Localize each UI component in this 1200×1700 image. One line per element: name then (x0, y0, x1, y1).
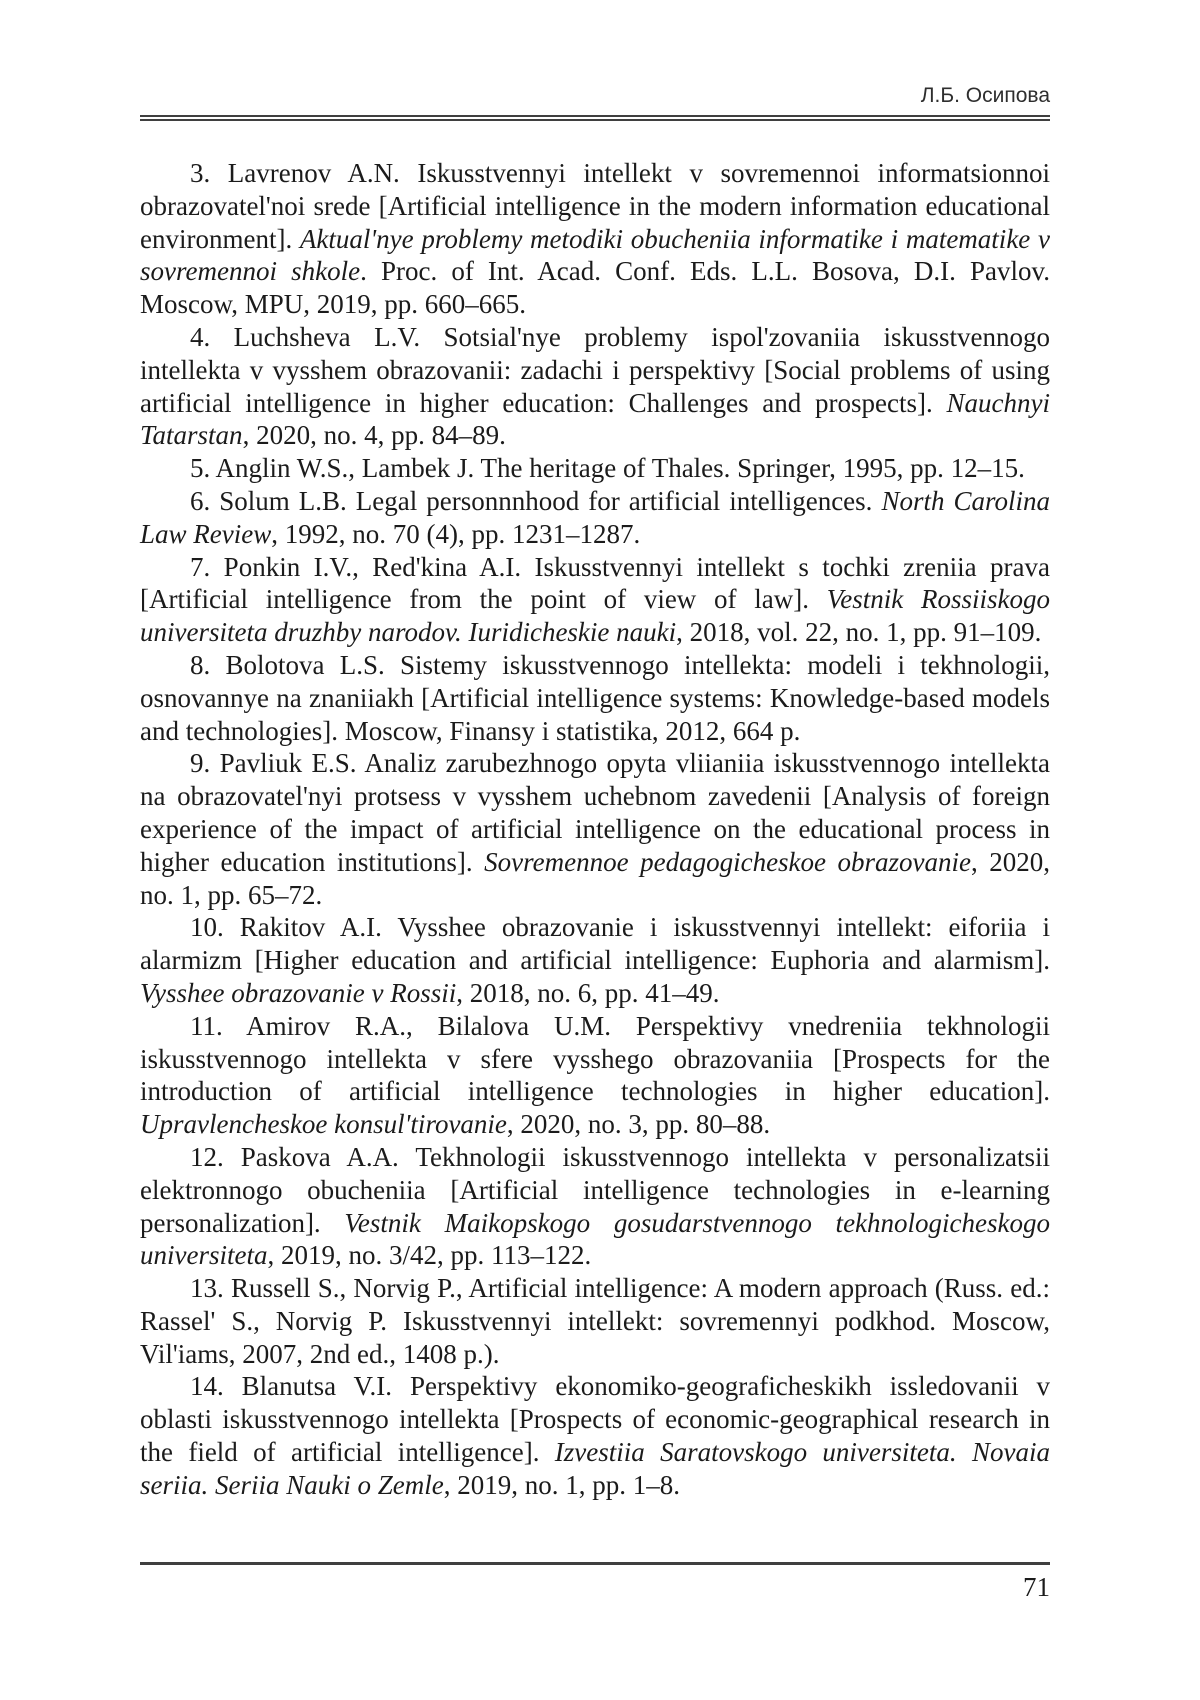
reference-text: , 2018, no. 6, pp. 41–49. (456, 977, 720, 1008)
reference-item (140, 1272, 1050, 1370)
reference-text: , 2020, no. 3, pp. 80–88. (506, 1109, 771, 1140)
reference-text: , 2018, vol. 22, no. 1, pp. 91–109. (676, 617, 1042, 648)
header-rule (140, 115, 1050, 121)
page-number: 71 (1023, 1572, 1050, 1602)
reference-text: 14. Blanutsa V.I. Perspektivy ekonomiko-geograficheskikh issledovanii v oblasti iskusstvennogo intellekta [Prospects of economic-geographical research in the field of artificial intelligence]. (140, 1371, 1050, 1468)
reference-text: , 2019, no. 1, pp. 1–8. (443, 1469, 680, 1500)
reference-item (140, 649, 1050, 747)
reference-item (140, 321, 1050, 452)
reference-text: , 2020, no. 1, pp. 65–72. (140, 846, 1051, 910)
reference-text: 10. Rakitov A.I. Vysshee obrazovanie i iskusstvennyi intellekt: eiforiia i alarmizm [Higher education and artificial intelligence: Euphoria and alarmism]. (140, 912, 1050, 976)
reference-source-title: Vestnik Maikopskogo gosudarstvennogo tekhnologicheskogo universiteta (140, 1207, 1050, 1271)
reference-text: 4. Luchsheva L.V. Sotsial'nye problemy ispol'zovaniia iskusstvennogo intellekta v vysshem obrazovanii: zadachi i perspektivy [Social problems of using artificial intelligence in higher education: Challenges and prospects]. (140, 321, 1050, 418)
reference-source-title: Upravlencheskoe konsul'tirovanie (140, 1109, 507, 1140)
reference-item (140, 747, 1050, 911)
reference-text: , 2020, no. 4, pp. 84–89. (242, 420, 506, 451)
reference-source-title: Vestnik Rossiiskogo universiteta druzhby narodov. Iuridicheskie nauki (140, 584, 1050, 648)
reference-item (140, 1141, 1050, 1272)
reference-source-title: Izvestiia Saratovskogo universiteta. Novaia seriia. Seriia Nauki o Zemle (140, 1437, 1050, 1500)
reference-text: 6. Solum L.B. Legal personnnhood for artificial intelligences. (190, 485, 882, 516)
reference-source-title: Vysshee obrazovanie v Rossii (140, 977, 457, 1008)
reference-item (140, 452, 1050, 485)
footer-rule (140, 1562, 1050, 1565)
reference-text: 3. Lavrenov A.N. Iskusstvennyi intellekt v sovremennoi informatsionnoi obrazovatel'noi srede [Artificial intelligence in the modern information educational environment]. (140, 158, 1050, 254)
reference-source-title: Aktual'nye problemy metodiki obucheniia informatike i matematike v sovremennoi shkole (140, 223, 1050, 287)
reference-source-title: Nauchnyi Tatarstan (140, 387, 1050, 451)
page-content (140, 0, 1050, 1502)
reference-text: 8. Bolotova L.S. Sistemy iskusstvennogo intellekta: modeli i tekhnologii, osnovannye na znaniiakh [Artificial intelligence systems: Knowledge-based models and technologies]. Moscow, Finansy i statistika, 2012, 664 p. (140, 649, 1050, 746)
reference-text: 7. Ponkin I.V., Red'kina A.I. Iskusstvennyi intellekt s tochki zreniia prava [Artificial intelligence from the point of view of law]. (140, 551, 1050, 615)
header-author: Л.Б. Осипова (920, 84, 1050, 107)
reference-text: , 1992, no. 70 (4), pp. 1231–1287. (271, 518, 641, 549)
reference-item (140, 1370, 1050, 1501)
reference-item (140, 157, 1050, 321)
reference-item (140, 485, 1050, 551)
reference-text: 12. Paskova A.A. Tekhnologii iskusstvennogo intellekta v personalizatsii elektronnogo obucheniia [Artificial intelligence technologies in e-learning personalization]. (140, 1141, 1050, 1238)
reference-text: 5. Anglin W.S., Lambek J. The heritage of Thales. Springer, 1995, pp. 12–15. (190, 453, 1025, 484)
reference-text: , 2019, no. 3/42, pp. 113–122. (267, 1240, 592, 1271)
reference-item (140, 911, 1050, 1009)
reference-source-title: North Carolina Law Review (140, 485, 1050, 549)
reference-item (140, 551, 1050, 649)
reference-source-title: Sovremennoe pedagogicheskoe obrazovanie (484, 846, 972, 877)
reference-text: 9. Pavliuk E.S. Analiz zarubezhnogo opyta vliianiia iskusstvennogo intellekta na obrazovatel'nyi protsess v vysshem uchebnom zavedenii [Analysis of foreign experience of the impact of artificial intelligence on the educational process in higher education institutions]. (140, 748, 1050, 877)
reference-item (140, 1010, 1050, 1141)
page-header (140, 0, 1050, 108)
reference-text: . Proc. of Int. Acad. Conf. Eds. L.L. Bosova, D.I. Pavlov. Moscow, MPU, 2019, pp. 660–665. (140, 256, 1050, 320)
reference-text: 13. Russell S., Norvig P., Artificial intelligence: A modern approach (Russ. ed.: Rassel' S., Norvig P. Iskusstvennyi intellekt: sovremennyi podkhod. Moscow, Vil'iams, 2007, 2nd ed., 1408 p.). (140, 1273, 1050, 1369)
references-list (140, 157, 1050, 1502)
reference-text: 11. Amirov R.A., Bilalova U.M. Perspektivy vnedreniia tekhnologii iskusstvennogo intellekta v sfere vysshego obrazovaniia [Prospects for the introduction of artificial intelligence technologies in higher education]. (140, 1010, 1050, 1107)
